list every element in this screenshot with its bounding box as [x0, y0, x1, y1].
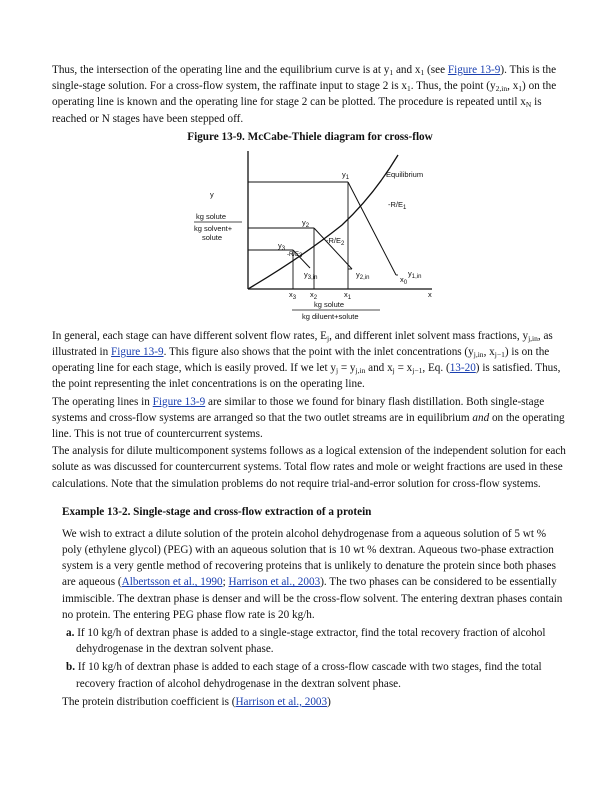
text: , as illustrated in [52, 329, 553, 359]
text: ; [222, 576, 229, 589]
paragraph-general [52, 328, 568, 393]
example-part-b [62, 659, 568, 691]
subscript: j [392, 366, 395, 376]
text: on the operating line. This is not true of countercurrent systems. [52, 411, 565, 441]
paragraph-operating-lines [52, 394, 568, 443]
text: is reached or N stages have been stepped off. [52, 96, 542, 125]
text: are similar to those we found for binary flash distillation. Both single-stage systems and cross-flow systems are arranged so that the two outlet streams are in equilibrium [52, 395, 545, 424]
example-title: Example 13-2. Single-stage and cross-flow extraction of a protein [62, 505, 372, 518]
text: The protein distribution coefficient is ( [62, 695, 236, 708]
label-y2-in: $y_{2,in}$ [356, 269, 370, 281]
text: Thus, the intersection of the operating line and the equilibrium curve is at y [52, 64, 390, 76]
albertsson-link[interactable]: Albertsson et al., 1990 [121, 576, 223, 589]
x-unit-denominator: kg diluent+solute [302, 311, 359, 321]
subscript: 2,in [495, 84, 508, 94]
text: , x [483, 346, 495, 359]
figure-title: Figure 13-9. McCabe-Thiele diagram for cross-flow [187, 130, 433, 143]
example-part-a [62, 625, 568, 657]
operating-line-2 [314, 228, 352, 269]
subscript: j,in [355, 366, 366, 376]
figure-13-9-link[interactable]: Figure 13-9 [152, 395, 206, 408]
equilibrium-label: Equilibrium [386, 169, 424, 179]
text: If 10 kg/h of dextran phase is added to each stage of a cross-flow cascade with two stages, find the total recovery fraction of alcohol dehydrogenase in the dextran solvent phase. [75, 661, 542, 690]
y-unit-numerator: kg solute [196, 211, 227, 221]
diagram-svg [192, 147, 442, 322]
text: . This figure also shows that the point with the inlet concentrations (y [163, 346, 474, 359]
text: ) is satisfied. Thus, the point representing the inlet concentrations is on the operating line. [52, 362, 561, 391]
text: (see [424, 64, 448, 76]
subscript: 1 [389, 68, 394, 77]
label-r-e2: $-R/E_2$ [326, 235, 345, 247]
label-y1: $y_1$ [342, 169, 350, 181]
label-x1: $x_1$ [344, 289, 352, 301]
y-unit-denominator-1: kg solvent+ [194, 223, 233, 233]
text: and x [365, 362, 393, 375]
text: = x [394, 362, 413, 375]
text: , x [507, 80, 519, 93]
text: If 10 kg/h of dextran phase is added to a single-stage extractor, find the total recovery fraction of alcohol dehydrogenase in the dextran solvent phase. [74, 627, 546, 656]
figure-13-9-link[interactable]: Figure 13-9 [447, 64, 501, 76]
harrison-link[interactable]: Harrison et al., 2003 [235, 695, 328, 708]
text: , Eq. ( [422, 362, 450, 375]
label-r-e1: $-R/E_1$ [388, 199, 407, 211]
subscript: j,in [473, 350, 484, 360]
text: ) [327, 695, 331, 708]
subscript: 1 [518, 84, 523, 94]
paragraph-multicomponent: The analysis for dilute multicomponent systems follows as a logical extension of the independent solution for each solute as was discussed for countercurrent systems. Total flow rates and mole or weight fractions are used in these calculations. Note that the simulation problems do not require trial-and-error solution for cross-flow systems. [52, 445, 566, 490]
subscript: j,in [528, 333, 538, 343]
operating-line-1 [348, 182, 396, 275]
text: The operating lines in [52, 395, 153, 408]
figure-13-9-link[interactable]: Figure 13-9 [111, 346, 164, 359]
label-y3: $y_3$ [278, 240, 286, 252]
label-y1-in: $y_{1,in}$ [408, 268, 422, 280]
x-axis-label: x [428, 289, 432, 299]
label-y2: $y_2$ [302, 217, 310, 229]
subscript: N [525, 100, 532, 110]
paragraph-intro [52, 62, 568, 127]
list-marker: a. [66, 627, 75, 640]
text: ) is on the operating line for each stage, which is easily proved. If we let y [52, 346, 550, 375]
y-axis-label: y [210, 189, 214, 199]
text: ). This is the single-stage solution. For a cross-flow system, the raffinate input to stage 2 is x [52, 64, 557, 93]
equation-13-20-link[interactable]: 13-20 [449, 362, 476, 375]
document-page [52, 62, 568, 712]
label-x3: $x_3$ [289, 289, 297, 301]
label-x2: $x_2$ [310, 289, 318, 301]
example-intro [62, 526, 568, 623]
subscript: j−1 [412, 366, 423, 376]
text: , and different inlet solvent mass fractions, y [329, 329, 529, 342]
list-marker: b. [66, 661, 76, 674]
label-y3-in: $y_{3,in}$ [304, 269, 318, 281]
harrison-link[interactable]: Harrison et al., 2003 [228, 576, 321, 589]
label-r-e3: -R/E3 [287, 251, 303, 259]
subscript: j−1 [494, 350, 505, 360]
text: and x [393, 64, 421, 76]
y-unit-denominator-2: solute [202, 232, 223, 242]
text: In general, each stage can have different solvent flow rates, E [52, 329, 328, 342]
text: ) on the operating line is known and the operating line for stage 2 can be plotted. The procedure is repeated until x [52, 80, 557, 109]
mccabe-thiele-diagram [52, 147, 568, 322]
subscript: 1 [420, 68, 425, 77]
emphasis: and [472, 411, 490, 424]
x-unit-numerator: kg solute [314, 299, 345, 309]
text: = y [338, 362, 356, 375]
text: We wish to extract a dilute solution of the protein alcohol dehydrogenase from a aqueous solution of 5 wt % poly (ethylene glycol) (PEG) with an aqueous solution that is 10 wt % dextran. Aqueous two-phase extraction system is a very gentle method of recovering proteins that is unlikely to denature the protein since both phases are aqueous ( [62, 527, 556, 589]
text: ). The two phases can be considered to be essentially immiscible. The dextran phase is denser and will be the cross-flow solvent. The entering dextran phases contain no protein. The entering PEG phase flow rate is 20 kg/h. [62, 576, 563, 621]
subscript: 1 [406, 84, 411, 94]
text: . Thus, the point (y [410, 80, 496, 93]
subscript: j [335, 366, 339, 376]
subscript: j [327, 333, 330, 343]
example-13-2 [52, 504, 568, 710]
example-distribution [62, 694, 568, 710]
equilibrium-curve [248, 155, 398, 289]
label-x0: $x_0$ [400, 274, 408, 286]
